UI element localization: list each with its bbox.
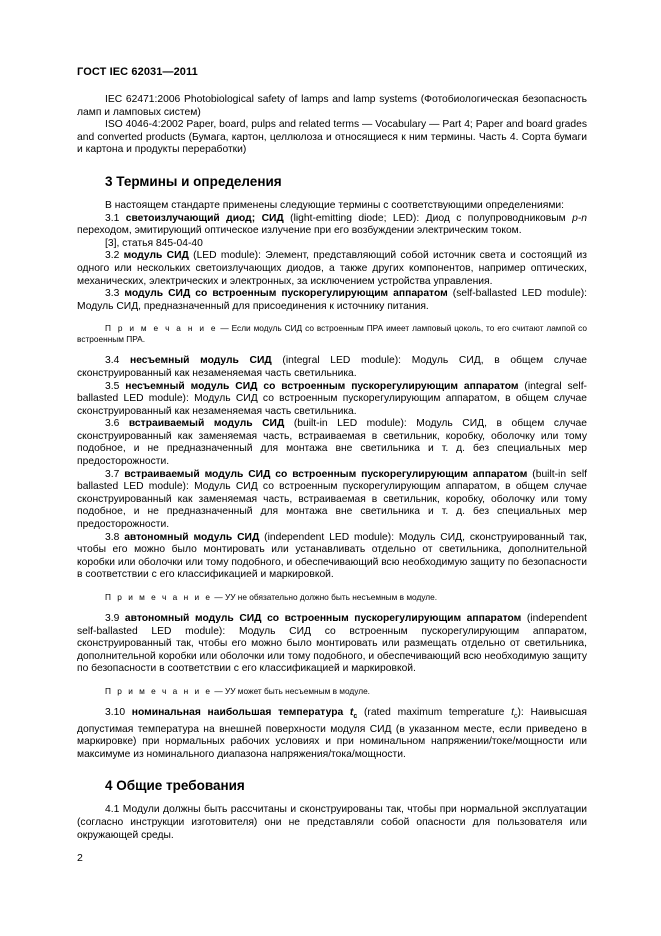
reference-iec-62471: IEC 62471:2006 Photobiological safety of lamps and lamp systems (Фотобиологическая безопасность ламп и ламповых систем)	[77, 94, 587, 118]
note-2	[77, 592, 587, 603]
temperature-symbol-inline: t	[511, 706, 514, 718]
note-label: П р и м е ч а н и е	[105, 592, 213, 602]
term-number: 3.2	[105, 250, 120, 262]
term-definition: (built-in LED module): Модуль СИД, в общем случае сконструированный как заменяемая часть, встраиваемая в светильник, коробку, оболочку или тому подобное, и не предназначенный для монтажа вне светильника и т. д. без специальных мер предосторожности.	[77, 418, 587, 468]
term-3-2	[77, 250, 587, 288]
term-definition: (independent self-ballasted LED module): Модуль СИД со встроенным пускорегулирующим аппаратом, сконструированный так, чтобы его можно было монтировать или размещать отдельно от светильника, дополнительной коробки или оболочки или тому подобного, и обеспечивающий всю необходимую защиту по безопасности в соответствии с его классификацией и маркировкой.	[77, 613, 587, 675]
term-number: 3.5	[105, 380, 120, 392]
term-name: автономный модуль СИД	[124, 531, 260, 543]
note-text: — Если модуль СИД со встроенным ПРА имеет ламповый цоколь, то его считают лампой со встроенным ПРА.	[77, 323, 588, 345]
term-name: встраиваемый модуль СИД	[128, 418, 285, 430]
page-content	[77, 94, 587, 842]
note-3	[77, 686, 587, 697]
page-number: 2	[77, 852, 83, 864]
note-1	[77, 323, 587, 345]
term-name: автономный модуль СИД со встроенным пускорегулирующим аппаратом	[124, 613, 522, 624]
temperature-symbol: t	[349, 706, 354, 718]
term-definition: (independent LED module): Модуль СИД, сконструированный так, чтобы его можно было монтировать или устанавливать отдельно от светильника, дополнительной коробки или оболочки или тому подобного, и обеспечивающий всю необходимую защиту по безопасности в соответствии с его классификацией и маркировкой.	[77, 531, 587, 581]
page-header: ГОСТ IEC 62031—2011	[77, 66, 198, 78]
note-text: — УУ может быть несъемным в модуле.	[214, 685, 370, 696]
term-name: несъемный модуль СИД	[130, 355, 272, 367]
term-definition: (built-in self ballasted LED module): Модуль СИД со встроенным пускорегулирующим аппаратом, в общем случае сконструированный как заменяемая часть, встраиваемая в светильник, коробку, оболочку или тому подобное, и не предназначенный для монтажа вне светильника и т. д. без специальных мер предосторожности.	[77, 468, 587, 531]
term-definition: (integral self-ballasted LED module): Модуль СИД со встроенным пускорегулирующим аппаратом, в общем случае сконструированный как незаменяемая часть светильника.	[77, 380, 587, 417]
term-definition-part: ): Наивысшая допустимая температура на внешней поверхности модуля СИД (в указанном месте, если приведено в маркировке) при нормальных рабочих условиях и при номинальном напряжении/токе/мощности или максимуме из номинального диапазона напряжения/тока/мощности.	[77, 706, 587, 760]
term-3-9	[77, 613, 587, 676]
term-3-3	[77, 288, 587, 313]
note-label: П р и м е ч а н и е	[105, 323, 218, 334]
term-name: несъемный модуль СИД со встроенным пускорегулирующим аппаратом	[125, 380, 519, 392]
term-definition: (self-ballasted LED module): Модуль СИД, предназначенный для присоединения к источнику питания.	[77, 288, 587, 312]
term-3-1	[77, 213, 587, 238]
term-3-7	[77, 469, 587, 532]
term-name: номинальная наибольшая температура	[131, 706, 344, 718]
term-definition-part: (light-emitting diode; LED): Диод с полупроводниковым	[290, 212, 573, 224]
term-definition: (LED module): Элемент, представляющий собой источник света и состоящий из одного или нескольких светоизлучающих диодов, а также других компонентов, например оптических, механических, электрических и электронных, за исключением устройства управления.	[77, 250, 587, 287]
term-3-10	[77, 707, 587, 761]
term-3-1-reference: [3], статья 845-04-40	[105, 237, 203, 249]
term-number: 3.8	[105, 531, 120, 543]
pn-junction-symbol: p-n	[572, 212, 587, 224]
term-definition-part: (rated maximum temperature	[357, 706, 512, 718]
term-3-6	[77, 418, 587, 468]
note-label: П р и м е ч а н и е	[105, 685, 213, 696]
term-name: модуль СИД со встроенным пускорегулирующим аппаратом	[124, 288, 448, 300]
term-number: 3.10	[105, 706, 126, 718]
clause-4-1: 4.1 Модули должны быть рассчитаны и сконструированы так, чтобы при нормальной эксплуатации (согласно инструкции изготовителя) они не представляли собой опасности для пользователя или окружающей среды.	[77, 804, 587, 841]
term-name: встраиваемый модуль СИД со встроенным пускорегулирующим аппаратом	[124, 468, 528, 480]
term-definition-part: переходом, эмитирующий оптическое излучение при его возбуждении электрическим током.	[77, 225, 522, 237]
term-name: модуль СИД	[123, 250, 189, 262]
temperature-subscript-inline: c	[513, 713, 518, 721]
term-3-8	[77, 532, 587, 582]
term-number: 3.4	[105, 355, 120, 367]
term-number: 3.7	[105, 468, 120, 480]
term-number: 3.9	[105, 613, 120, 624]
term-name: светоизлучающий диод; СИД	[125, 212, 284, 224]
reference-iso-4046: ISO 4046-4:2002 Paper, board, pulps and related terms — Vocabulary — Part 4; Paper and board grades and converted products (Бумага, картон, целлюлоза и относящиеся к ним термины. Часть 4. Сорта бумаги и картона и продукты переработки)	[77, 119, 587, 156]
term-3-5	[77, 381, 587, 419]
temperature-subscript: c	[353, 713, 358, 721]
term-number: 3.3	[105, 288, 120, 300]
section-3-intro: В настоящем стандарте применены следующие термины с соответствующими определениями:	[105, 199, 565, 211]
term-definition: (integral LED module): Модуль СИД, в общем случае сконструированный как незаменяемая часть светильника.	[77, 355, 587, 379]
term-number: 3.1	[105, 212, 120, 224]
section-3-title: 3 Термины и определения	[105, 173, 282, 189]
section-4-title: 4 Общие требования	[105, 778, 245, 794]
note-text: — УУ не обязательно должно быть несъемным в модуле.	[214, 592, 438, 602]
term-number: 3.6	[105, 418, 120, 430]
term-3-4	[77, 355, 587, 380]
